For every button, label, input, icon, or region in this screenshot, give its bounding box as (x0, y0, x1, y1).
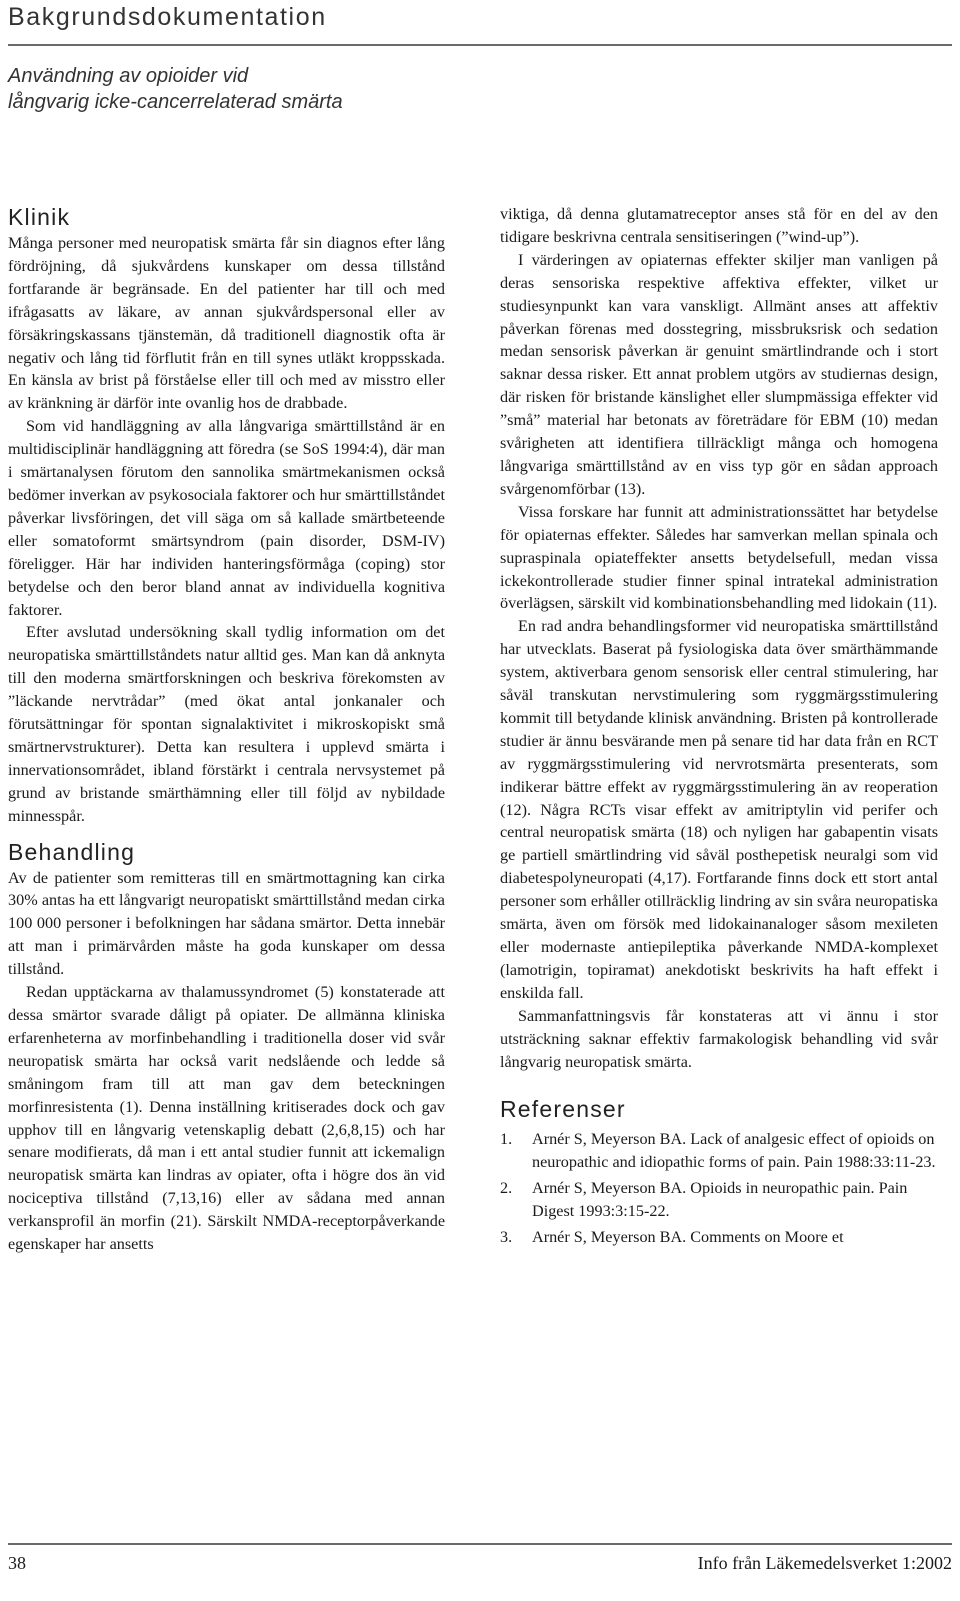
reference-list (500, 1128, 938, 1249)
reference-text: Arnér S, Meyerson BA. Opioids in neuropathic pain. Pain Digest 1993:3:15-22. (532, 1179, 908, 1221)
section-label: Bakgrundsdokumentation (8, 3, 327, 31)
klinik-paragraph-3: Efter avslutad undersökning skall tydlig information om det neuropatiska smärttillståndets natur alltid ges. Man kan då anknyta till den moderna smärtforskningen och beskriva förekomsten av ”läckande nervtrådar” (med ökat antal jonkanaler och förutsättningar för spontan signalaktivitet i mikroskopiskt små smärtnervstrukturer). Detta kan resultera i upplevd smärta i innervationsområdet, ibland förstärkt i centrala nervsystemet på grund av bristande smärthämning eller till följd av nybildade minnesspår. (8, 623, 445, 825)
klinik-paragraph-1: Många personer med neuropatisk smärta får sin diagnos efter lång fördröjning, då sjukvårdens kunskaper om dessa tillstånd fortfarande är begränsade. En del patienter har till och med ifrågasatts av läkare, av annan sjukvårdspersonal eller av försäkringskassans tjänstemän, då traditionell diagnostik ofta är negativ och lång tid förflutit från en till synes utläkt kroppsskada. En känsla av brist på förståelse eller till och med av misstro eller av kränkning är därför inte ovanlig hos de drabbade. (8, 234, 445, 413)
klinik-heading: Klinik (8, 204, 71, 230)
reference-text: Arnér S, Meyerson BA. Comments on Moore et (532, 1228, 844, 1247)
behandling-paragraph-6: En rad andra behandlingsformer vid neuropatiska smärttillstånd har utvecklats. Baserat på fysiologiska data över smärthämmande system, aktiverbara genom sensorisk eller central stimulering, har såväl transkutan nervstimulering som ryggmärgsstimulering kommit till betydande klinisk användning. Bristen på kontrollerade studier är ännu besvärande men på senare tid har data från en RCT av ryggmärgsstimulering vid nervrotsmärta presenterats, som indikerar bättre effekt av ryggmärgsstimulering än av reoperation (12). Några RCTs visar effekt av amitriptylin vid perifer och central neuropatisk smärta (18) och nyligen har gabapentin visats ge partiell smärtlindring vid såväl posthepetisk neuralgi som vid diabetespolyneuropati (4,17). Fortfarande finns dock ett stort antal personer som erhåller otillräcklig lindring av sin svåra neuropatiska smärta, även om försök med lidokainanaloger såsom mexileten eller modernaste antiepileptika påverkande NMDA-komplexet (lamotrigin, topiramat) anekdotiskt beskrivits ha haft effekt i enskilda fall. (500, 617, 938, 1002)
behandling-paragraph-4: I värderingen av opiaternas effekter skiljer man vanligen på deras sensoriska respektive affektiva effekter, vilket ur studiesynpunkt kan vara vanskligt. Allmänt anses att affektiv påverkan förenas med dosstegring, missbruksrisk och sedation medan sensorisk påverkan är genuint smärtlindrande och i stort saknar dessa risker. Ett annat problem utgörs av studiernas design, där risken för bristande känslighet eller slumpmässiga effekter vid ”små” material har betonats av företrädare för EBM (10) medan svårigheten att identifiera tillräckligt många och homogena långvariga smärttillstånd av en viss typ gör en sådan approach svårgenomförbar (13). (500, 250, 938, 498)
reference-text: Arnér S, Meyerson BA. Lack of analgesic effect of opioids on neuropathic and idiopathic forms of pain. Pain 1988:33:11-23. (532, 1130, 936, 1172)
document-title (8, 63, 952, 115)
publication-name: Info från Läkemedelsverket 1:2002 (697, 1553, 952, 1573)
behandling-paragraph-3: viktiga, då denna glutamatreceptor anses stå för en del av den tidigare beskrivna centrala sensitiseringen (”wind-up”). (500, 205, 938, 246)
reference-number: 1. (500, 1130, 513, 1149)
behandling-heading: Behandling (8, 838, 136, 865)
klinik-paragraph-2: Som vid handläggning av alla långvariga smärttillstånd är en multidisciplinär handläggning att föredra (se SoS 1994:4), där man i smärtanalysen förutom den sannolika smärtmekanismen också bedömer inverkan av psykosociala faktorer och hur smärttillståndet påverkar livsföringen, det vill säga om så kallade smärtbeteende eller somatoformt smärtsyndrom (pain disorder, DSM-IV) föreligger. Här har individen hanteringsförmåga (coping) stor betydelse och den beror bland annat av individuella kognitiva faktorer. (8, 417, 445, 619)
behandling-paragraph-1: Av de patienter som remitteras till en smärtmottagning kan cirka 30% antas ha ett långvarigt neuropatiskt smärttillstånd medan cirka 100 000 personer i befolkningen har sådana smärtor. Detta innebär att man i primärvården måste ha goda kunskaper om dessa tillstånd. (8, 868, 445, 979)
referenser-heading: Referenser (500, 1096, 626, 1123)
reference-item (500, 1226, 938, 1249)
behandling-paragraph-7: Sammanfattningsvis får konstateras att vi ännu i stor utsträckning saknar effektiv farmakologisk behandling vid svår långvarig neuropatisk smärta. (500, 1006, 938, 1071)
reference-item (500, 1177, 938, 1223)
behandling-paragraph-5: Vissa forskare har funnit att administrationssättet har betydelse för opiaternas effekter. Således har samverkan mellan spinala och supraspinala opiateffekter ansetts betydelsefull, medan vissa ickekontrollerade studier finner spinal intratekal administration överlägsen, särskilt vid kombinationsbehandling med lidokain (11). (500, 502, 938, 613)
reference-item (500, 1128, 938, 1174)
header-divider (8, 44, 952, 46)
reference-number: 3. (500, 1228, 513, 1247)
right-column (500, 203, 938, 1249)
page-number: 38 (8, 1553, 26, 1573)
reference-number: 2. (500, 1179, 513, 1198)
behandling-paragraph-2: Redan upptäckarna av thalamussyndromet (5) konstaterade att dessa smärtor svarade dåligt på opiater. De allmänna kliniska erfarenheterna av morfinbehandling i traditionella doser vid svår neuropatisk smärta har också varit nedslående och ledde så småningom fram till att man gav dem beteckningen morfinresistenta (1). Denna inställning kritiserades dock och gav upphov till en långvarig vetenskaplig debatt (2,6,8,15) och har senare modifierats, då man i ett antal studier funnit att ickemalign neuropatisk smärta kan lindras av opiater, ofta i högre dos än vid nociceptiva tillstånd (7,13,16) eller av sådana med annan verkansprofil än morfin (21). Särskilt NMDA-receptorpåverkande egenskaper har ansetts (8, 983, 445, 1254)
document-title-line-1: Användning av opioider vid (8, 65, 249, 87)
left-column (8, 203, 445, 1256)
footer-divider (8, 1543, 952, 1545)
page-header (8, 0, 952, 115)
document-title-line-2: långvarig icke-cancerrelaterad smärta (8, 91, 343, 113)
